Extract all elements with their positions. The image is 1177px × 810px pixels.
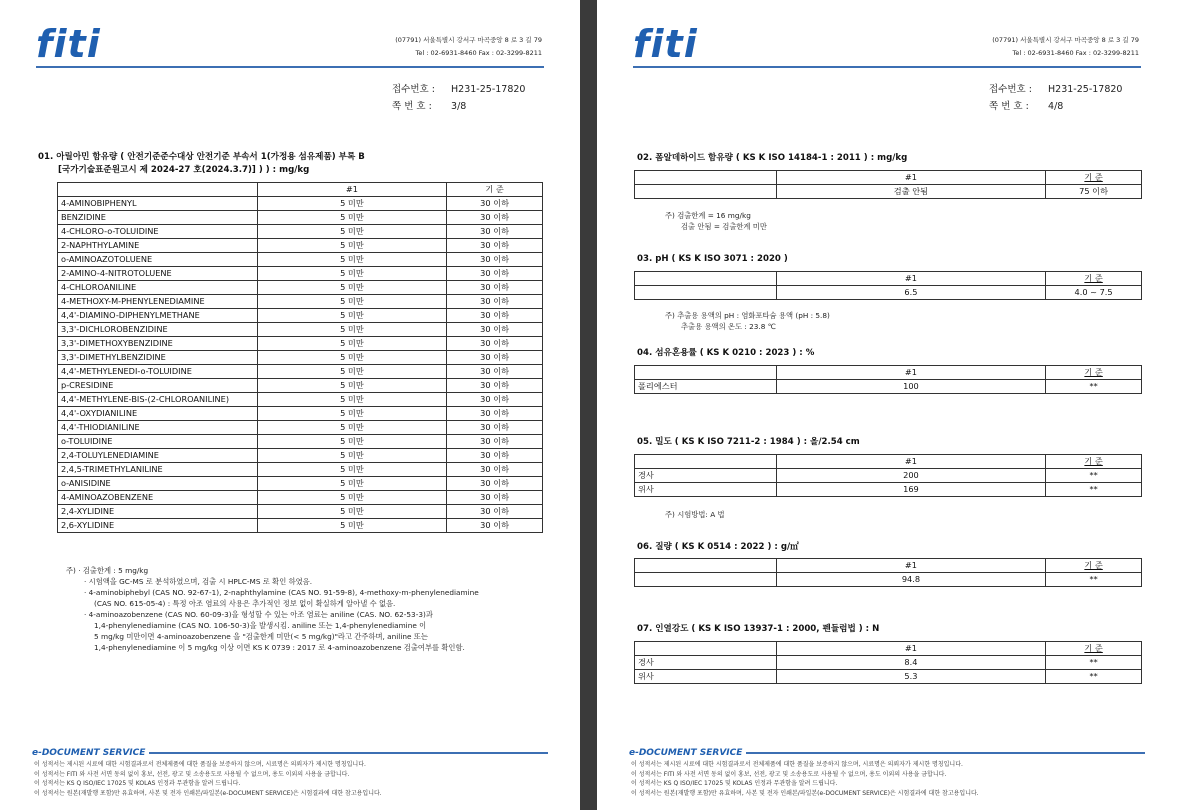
table-row: 4-CHLORO-o-TOLUIDINE 5 미만 30 이하: [58, 225, 543, 239]
section-03-title: 03. pH ( KS K ISO 3071 : 2020 ): [637, 254, 788, 264]
header-address: (07791) 서울특별시 강서구 마곡중앙 8 로 3 길 79 Tel : 02-6931-8460 Fax : 02-3299-8211: [395, 36, 542, 57]
page-number: 3/8: [451, 101, 467, 112]
table-row: 3,3'-DICHLOROBENZIDINE 5 미만 30 이하: [58, 323, 543, 337]
table-row: 4-CHLOROANILINE 5 미만 30 이하: [58, 281, 543, 295]
table-row: 4,4'-METHYLENE-BIS-(2-CHLOROANILINE) 5 미만 30 이하: [58, 393, 543, 407]
section-02-title: 02. 폼알데하이드 함유량 ( KS K ISO 14184-1 : 2011 ) : mg/kg: [637, 153, 908, 163]
tear-strength-table: #1 기 준 경사 8.4 ** 위사 5.3 **: [634, 641, 1142, 684]
formaldehyde-table: #1 기 준 검출 안됨 75 이하: [634, 170, 1142, 199]
ph-table: #1 기 준 6.5 4.0 ~ 7.5: [634, 271, 1142, 300]
table-row: 4-METHOXY-M-PHENYLENEDIAMINE 5 미만 30 이하: [58, 295, 543, 309]
e-document-service-label: e-DOCUMENT SERVICE: [32, 748, 146, 758]
table-row: 4,4'-METHYLENEDI-o-TOLUIDINE 5 미만 30 이하: [58, 365, 543, 379]
arylamine-table: [57, 182, 543, 533]
section-01-title: 01. 아릴아민 함유량 ( 안전기준준수대상 안전기준 부속서 1(가정용 섬유제품) 부록 B [국가기술표준원고시 제 2024-27 호(2024.3.7)] ) ) : mg/kg: [38, 152, 365, 175]
table-row: 위사 5.3 **: [635, 670, 1142, 684]
table-row: p-CRESIDINE 5 미만 30 이하: [58, 379, 543, 393]
table-row: 3,3'-DIMETHYLBENZIDINE 5 미만 30 이하: [58, 351, 543, 365]
receipt-info: 접수번호 : H231-25-17820 쪽 번 호 : 4/8: [989, 84, 1123, 112]
table-row: 4,4'-DIAMINO-DIPHENYLMETHANE 5 미만 30 이하: [58, 309, 543, 323]
page-number: 4/8: [1048, 101, 1064, 112]
table-row: 검출 안됨 75 이하: [635, 185, 1142, 199]
section-02-notes: 주) 검출한계 = 16 mg/kg 검출 안됨 = 검출한계 미만: [665, 211, 767, 231]
table-row: 4,4'-OXYDIANILINE 5 미만 30 이하: [58, 407, 543, 421]
footer-disclaimer: 이 성적서는 제시된 시료에 대한 시험결과로서 전체제품에 대한 품질을 보증하지 않으며, 시료명은 의뢰자가 제시한 명칭입니다. 이 성적서는 FITI 와 사전 서면 동의 없이 홍보, 선전, 광고 및 소송용도로 사용될 수 없으며, 용도 이외의 사용을 금합니다. 이 성적서는 KS Q ISO/IEC 17025 및 KOLAS 인정과 무관함을 알려 드립니다. 이 성적서는 원본(재발행 포함)만 유효하며, 사본 및 전자 인쇄본/파일본(e-DOCUMENT SERVICE)은 시험결과에 대한 참고용입니다.: [631, 761, 979, 797]
section-06-title: 06. 질량 ( KS K 0514 : 2022 ) : g/㎡: [637, 542, 799, 552]
table-row: 3,3'-DIMETHOXYBENZIDINE 5 미만 30 이하: [58, 337, 543, 351]
header-divider: [36, 66, 544, 68]
table-row: 경사 8.4 **: [635, 656, 1142, 670]
section-05-notes: 주) 시험방법: A 법: [665, 510, 725, 519]
footer: [32, 748, 548, 798]
table-row: o-ANISIDINE 5 미만 30 이하: [58, 477, 543, 491]
footer-disclaimer: 이 성적서는 제시된 시료에 대한 시험결과로서 전체제품에 대한 품질을 보증하지 않으며, 시료명은 의뢰자가 제시한 명칭입니다. 이 성적서는 FITI 와 사전 서면 동의 없이 홍보, 선전, 광고 및 소송용도로 사용될 수 없으며, 용도 이외의 사용을 금합니다. 이 성적서는 KS Q ISO/IEC 17025 및 KOLAS 인정과 무관함을 알려 드립니다. 이 성적서는 원본(재발행 포함)만 유효하며, 사본 및 전자 인쇄본/파일본(e-DOCUMENT SERVICE)은 시험결과에 대한 참고용입니다.: [34, 761, 382, 797]
header-address: (07791) 서울특별시 강서구 마곡중앙 8 로 3 길 79 Tel : 02-6931-8460 Fax : 02-3299-8211: [992, 36, 1139, 57]
section-04-title: 04. 섬유혼용률 ( KS K 0210 : 2023 ) : %: [637, 348, 815, 358]
receipt-number: H231-25-17820: [1048, 84, 1123, 95]
table-row: 2,4-TOLUYLENEDIAMINE 5 미만 30 이하: [58, 449, 543, 463]
fiber-composition-table: #1 기 준 폴리에스터 100 **: [634, 365, 1142, 394]
table-row: 4,4'-THIODIANILINE 5 미만 30 이하: [58, 421, 543, 435]
report-page-4: [597, 0, 1177, 810]
footer: [629, 748, 1145, 798]
table-row: 2-AMINO-4-NITROTOLUENE 5 미만 30 이하: [58, 267, 543, 281]
receipt-info: 접수번호 : H231-25-17820 쪽 번 호 : 3/8: [392, 84, 526, 112]
table-row: 2,6-XYLIDINE 5 미만 30 이하: [58, 519, 543, 533]
table-row: 폴리에스터 100 **: [635, 380, 1142, 394]
table-row: 4-AMINOBIPHENYL 5 미만 30 이하: [58, 197, 543, 211]
table-header-row: #1 기 준: [58, 183, 543, 197]
section-05-title: 05. 밀도 ( KS K ISO 7211-2 : 1984 ) : 올/2.54 cm: [637, 437, 860, 447]
header-divider: [633, 66, 1141, 68]
density-table: #1 기 준 경사 200 ** 위사 169 **: [634, 454, 1142, 497]
table-row: 2,4-XYLIDINE 5 미만 30 이하: [58, 505, 543, 519]
report-page-3: [0, 0, 580, 810]
fiti-logo: fiti: [36, 22, 101, 66]
table-row: BENZIDINE 5 미만 30 이하: [58, 211, 543, 225]
table-row: 위사 169 **: [635, 483, 1142, 497]
table-row: o-AMINOAZOTOLUENE 5 미만 30 이하: [58, 253, 543, 267]
section-01-notes: 주) · 검출한계 : 5 mg/kg · 시험액을 GC-MS 로 분석하였으며, 검출 시 HPLC-MS 로 확인 하였음. · 4-aminobiphebyl (CAS NO. 92-67-1), 2-naphthylamine (CAS NO. 91-59-8), 4-methoxy-m-phenylenediamine (CAS NO. 615-05-4) : 특정 아조 염료의 사용은 추가적인 정보 없이 확실하게 알아낼 수 없음. · 4-aminoazobenzene (CAS NO. 60-09-3)을 형성할 수 있는 아조 염료는 aniline (CAS. NO. 62-53-3)과 1,4-phenylenediamine (CAS NO. 106-50-3)을 발생시킴. aniline 또는 1,4-phenylenediamine 이 5 mg/kg 미만이면 4-aminoazobenzene 을 "검출한계 미만(< 5 mg/kg)"라고 간주하며, aniline 또는 1,4-phenylenediamine 이 5 mg/kg 이상 이면 KS K 0739 : 2017 로 4-aminoazobenzene 검출여부를 확인함.: [66, 566, 479, 652]
table-row: o-TOLUIDINE 5 미만 30 이하: [58, 435, 543, 449]
receipt-number: H231-25-17820: [451, 84, 526, 95]
e-document-service-label: e-DOCUMENT SERVICE: [629, 748, 743, 758]
mass-table: #1 기 준 94.8 **: [634, 558, 1142, 587]
fiti-logo: fiti: [633, 22, 698, 66]
table-row: 6.5 4.0 ~ 7.5: [635, 286, 1142, 300]
section-03-notes: 주) 추출용 용액의 pH : 염화포타슘 용액 (pH : 5.8) 추출용 용액의 온도 : 23.8 ℃: [665, 311, 830, 331]
table-row: 4-AMINOAZOBENZENE 5 미만 30 이하: [58, 491, 543, 505]
table-row: 2,4,5-TRIMETHYLANILINE 5 미만 30 이하: [58, 463, 543, 477]
table-row: 2-NAPHTHYLAMINE 5 미만 30 이하: [58, 239, 543, 253]
table-row: 94.8 **: [635, 573, 1142, 587]
section-07-title: 07. 인열강도 ( KS K ISO 13937-1 : 2000, 펜듈럼법 ) : N: [637, 624, 880, 634]
table-row: 경사 200 **: [635, 469, 1142, 483]
